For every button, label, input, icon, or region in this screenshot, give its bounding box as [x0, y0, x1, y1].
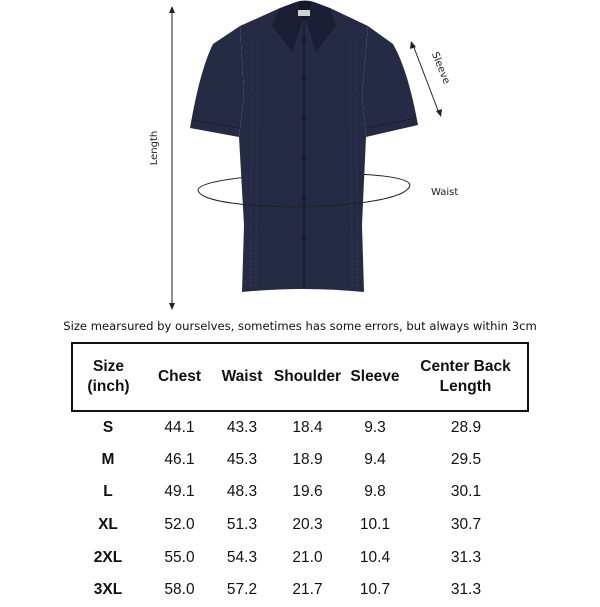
- size-chart: [71, 342, 527, 607]
- length-cell: 29.5: [450, 450, 482, 468]
- chest-cell: 52.0: [164, 516, 195, 534]
- shoulder-cell: 20.3: [292, 516, 323, 534]
- waist-label: Waist: [431, 187, 459, 198]
- size-cell: S: [102, 418, 114, 436]
- waist-cell: 43.3: [226, 418, 258, 436]
- length-cell: 31.3: [450, 581, 482, 599]
- header-chest: Chest: [144, 343, 215, 411]
- shirt-neck-tag: [298, 10, 310, 16]
- table-row: [72, 574, 528, 607]
- table-row: [72, 411, 528, 444]
- sleeve-cell: 10.1: [359, 516, 391, 534]
- table-row: [72, 476, 528, 509]
- waist-cell: 45.3: [226, 450, 258, 468]
- size-cell: M: [101, 450, 115, 468]
- chest-cell: 58.0: [164, 581, 195, 599]
- size-cell: XL: [98, 516, 118, 534]
- sleeve-cell: 9.4: [364, 450, 386, 468]
- header-sleeve: Sleeve: [346, 343, 404, 411]
- chest-cell: 46.1: [164, 450, 195, 468]
- table-row: [72, 541, 528, 574]
- chest-cell: 55.0: [164, 548, 195, 566]
- sleeve-cell: 10.7: [359, 581, 391, 599]
- sleeve-cell: 9.8: [364, 483, 386, 501]
- length-label: Length: [149, 130, 160, 166]
- shirt-right-sleeve: [362, 26, 418, 137]
- table-header-row: [72, 343, 528, 411]
- length-measure-arrow: [169, 6, 175, 310]
- sleeve-cell: 9.3: [364, 418, 386, 436]
- waist-cell: 51.3: [226, 516, 258, 534]
- shoulder-cell: 18.9: [292, 450, 323, 468]
- table-row: [72, 509, 528, 542]
- header-size: Size (inch): [72, 343, 144, 411]
- header-center-back-length: Center Back Length: [404, 343, 528, 411]
- size-table: [71, 342, 529, 607]
- length-cell: 31.3: [450, 548, 482, 566]
- header-waist: Waist: [215, 343, 269, 411]
- shoulder-cell: 18.4: [292, 418, 323, 436]
- length-cell: 30.1: [450, 483, 482, 501]
- header-shoulder: Shoulder: [269, 343, 346, 411]
- shoulder-cell: 21.0: [292, 548, 323, 566]
- shirt-image: [190, 1, 418, 293]
- shirt-left-sleeve: [190, 26, 244, 137]
- length-cell: 30.7: [450, 516, 482, 534]
- shoulder-cell: 21.7: [292, 581, 323, 599]
- waist-cell: 54.3: [226, 548, 258, 566]
- chest-cell: 49.1: [164, 483, 195, 501]
- waist-cell: 48.3: [226, 483, 258, 501]
- size-cell: L: [103, 483, 113, 501]
- shoulder-cell: 19.6: [292, 483, 323, 501]
- table-row: [72, 444, 528, 477]
- chest-cell: 44.1: [164, 418, 195, 436]
- sleeve-cell: 10.4: [359, 548, 391, 566]
- length-cell: 28.9: [450, 418, 482, 436]
- measurement-note: Size mearsured by ourselves, sometimes has some errors, but always within 3cm: [63, 319, 537, 333]
- size-cell: 2XL: [93, 548, 123, 566]
- size-cell: 3XL: [93, 581, 123, 599]
- sleeve-label: Sleeve: [428, 50, 452, 86]
- waist-cell: 57.2: [226, 581, 258, 599]
